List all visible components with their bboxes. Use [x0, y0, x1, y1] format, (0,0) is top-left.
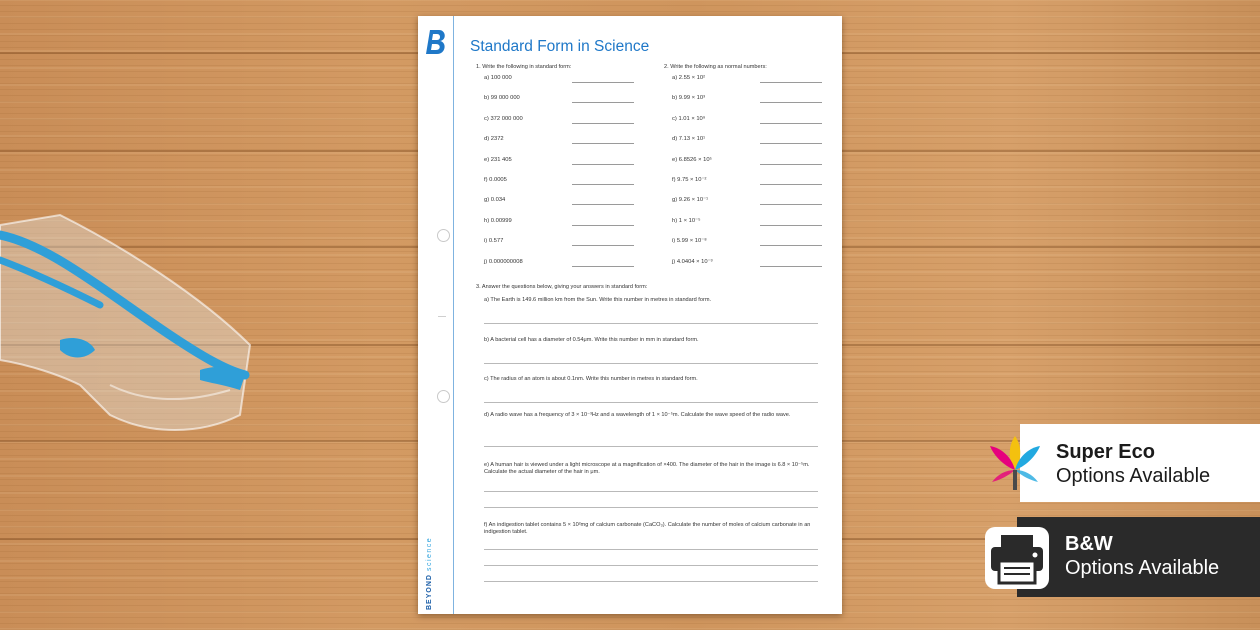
question-row: [672, 177, 842, 197]
answer-line: [484, 565, 818, 566]
question-item: i) 0.577: [484, 238, 504, 245]
question-row: [484, 157, 654, 177]
bw-label: [1065, 532, 1219, 580]
question-3-item: d) A radio wave has a frequency of 3 × 10⁻³Hz and a wavelength of 1 × 10⁻⁵m. Calculate the wave speed of the radio wave.: [484, 412, 791, 418]
answer-line: [760, 184, 822, 185]
question-item: g) 0.034: [484, 197, 506, 204]
question-row: [672, 136, 842, 156]
answer-line: [572, 225, 634, 226]
question-item: h) 0.00999: [484, 217, 512, 224]
answer-line: [572, 204, 634, 205]
answer-line: [572, 245, 634, 246]
worksheet-title: Standard Form in Science: [470, 38, 650, 55]
printer-icon: [981, 523, 1053, 593]
answer-line: [760, 204, 822, 205]
punch-hole: [437, 390, 450, 403]
answer-line: [760, 102, 822, 103]
question-2-heading: 2. Write the following as normal numbers:: [664, 64, 767, 70]
answer-line: [572, 164, 634, 165]
bw-badge: [1017, 517, 1260, 597]
answer-line: [760, 164, 822, 165]
super-eco-subtitle: Options Available: [1056, 465, 1211, 487]
eco-ink-flower-icon: [982, 430, 1048, 496]
question-row: [484, 197, 654, 217]
question-3-item: e) A human hair is viewed under a light microscope at a magnification of ×400. The diameter of the hair in the image is 6.8 × 10⁻⁵m. Calculate the actual diameter of the hair in μm.: [484, 462, 810, 476]
question-item: j) 4.0404 × 10⁻³: [672, 258, 713, 265]
question-row: [484, 136, 654, 156]
question-item: c) 372 000 000: [484, 115, 523, 122]
question-row: [672, 75, 842, 95]
answer-line: [760, 245, 822, 246]
question-row: [484, 238, 654, 258]
question-row: [484, 259, 654, 279]
question-item: j) 0.000000008: [484, 258, 523, 265]
question-1-list: [484, 75, 654, 279]
question-row: [484, 95, 654, 115]
brand-label: BEYONDscience: [426, 536, 433, 610]
question-row: [672, 197, 842, 217]
question-3-item: a) The Earth is 149.6 million km from the Sun. Write this number in metres in standard form.: [484, 297, 712, 303]
question-item: f) 0.0005: [484, 176, 507, 183]
question-3-item: f) An indigestion tablet contains 5 × 10²mg of calcium carbonate (CaCO₃). Calculate the number of moles of calcium carbonate in an indigestion tablet.: [484, 522, 811, 536]
question-item: g) 9.26 × 10⁻¹: [672, 197, 709, 204]
answer-line: [760, 82, 822, 83]
answer-line: [572, 82, 634, 83]
question-item: d) 7.13 × 10¹: [672, 136, 706, 143]
question-1-heading: 1. Write the following in standard form:: [476, 64, 572, 70]
question-3-item: c) The radius of an atom is about 0.1nm. Write this number in metres in standard form.: [484, 376, 698, 382]
question-row: [484, 177, 654, 197]
question-row: [672, 95, 842, 115]
answer-line: [484, 491, 818, 492]
answer-line: [572, 102, 634, 103]
question-item: a) 100 000: [484, 75, 512, 81]
answer-line: [760, 143, 822, 144]
question-row: [672, 238, 842, 258]
question-2-list: [672, 75, 842, 279]
margin-line: [453, 16, 454, 614]
question-item: f) 9.75 × 10⁻²: [672, 176, 707, 183]
question-row: [672, 116, 842, 136]
answer-line: [484, 323, 818, 324]
question-item: d) 2372: [484, 136, 504, 143]
question-item: e) 231 405: [484, 156, 512, 163]
answer-line: [484, 549, 818, 550]
super-eco-badge: [1020, 424, 1260, 502]
question-row: [672, 259, 842, 279]
question-item: h) 1 × 10⁻⁵: [672, 217, 701, 224]
answer-line: [572, 123, 634, 124]
bw-title: B&W: [1065, 533, 1113, 555]
answer-line: [484, 446, 818, 447]
question-row: [484, 116, 654, 136]
answer-line: [484, 402, 818, 403]
question-item: c) 1.01 × 10⁹: [672, 115, 706, 122]
question-item: a) 2.55 × 10²: [672, 75, 706, 81]
answer-line: [572, 143, 634, 144]
question-item: e) 6.8526 × 10⁵: [672, 156, 712, 163]
answer-line: [760, 123, 822, 124]
super-eco-label: [1056, 440, 1210, 488]
answer-line: [484, 363, 818, 364]
beyond-logo-icon: [424, 28, 448, 56]
answer-line: [572, 266, 634, 267]
fold-mark: [438, 316, 446, 317]
answer-line: [484, 581, 818, 582]
answer-line: [760, 225, 822, 226]
answer-line: [572, 184, 634, 185]
bw-subtitle: Options Available: [1065, 557, 1220, 579]
punch-hole: [437, 229, 450, 242]
question-3-item: b) A bacterial cell has a diameter of 0.54μm. Write this number in mm in standard form.: [484, 337, 699, 343]
worksheet-page: [418, 16, 842, 614]
question-item: i) 5.99 × 10⁻⁸: [672, 238, 707, 245]
question-item: b) 9.99 × 10³: [672, 95, 706, 102]
question-item: b) 99 000 000: [484, 95, 520, 102]
question-row: [672, 218, 842, 238]
super-eco-title: Super Eco: [1056, 441, 1155, 463]
question-row: [484, 75, 654, 95]
safety-glasses-image: [0, 185, 270, 455]
answer-line: [484, 507, 818, 508]
question-3-heading: 3. Answer the questions below, giving your answers in standard form:: [476, 284, 648, 290]
question-row: [672, 157, 842, 177]
answer-line: [760, 266, 822, 267]
question-row: [484, 218, 654, 238]
